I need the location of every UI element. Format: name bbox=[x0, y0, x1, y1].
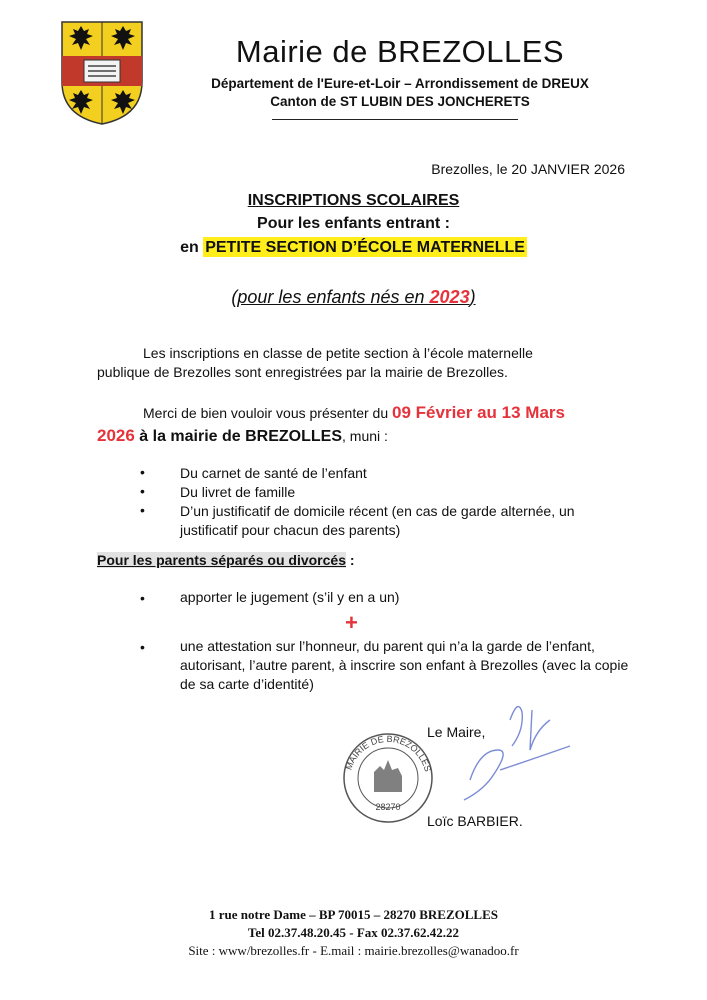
bullet-item: D’un justificatif de domicile récent (en cas de garde alternée, un justificatif pour chacun des parents) bbox=[180, 503, 575, 538]
mayor-name: Loïc BARBIER. bbox=[427, 813, 523, 829]
separated-item-attestation: une attestation sur l’honneur, du parent qui n’a la garde de l’enfant, autorisant, l’autre parent, à inscrire son enfant à Brezolles (avec la copie de sa carte d’identité) bbox=[180, 638, 629, 692]
footer-phone: Tel 02.37.48.20.45 - Fax 02.37.62.42.22 bbox=[247, 925, 460, 940]
stamp-code: 28270 bbox=[375, 802, 401, 812]
separated-item-judgement: apporter le jugement (s’il y en a un) bbox=[180, 589, 400, 605]
plus-sign: + bbox=[345, 610, 358, 635]
mayor-signature bbox=[440, 690, 590, 820]
dates-paragraph-line1 bbox=[143, 403, 565, 423]
bullet-dot: • bbox=[140, 639, 145, 655]
separated-heading-colon: : bbox=[346, 552, 355, 568]
stamp-text: MAIRIE DE BREZOLLES bbox=[343, 733, 433, 773]
dates-year: 2026 bbox=[97, 426, 135, 445]
bullet-dot: • bbox=[140, 590, 145, 606]
department-line: Département de l'Eure-et-Loir – Arrondissement de DREUX bbox=[211, 76, 589, 91]
separated-heading bbox=[97, 552, 355, 568]
footer-address: 1 rue notre Dame – BP 70015 – 28270 BREZOLLES bbox=[208, 907, 499, 922]
title-section bbox=[0, 239, 707, 257]
signature-role: Le Maire, bbox=[427, 724, 486, 740]
dates-place: à la mairie de BREZOLLES bbox=[134, 428, 342, 445]
title-section-prefix: en bbox=[180, 239, 204, 256]
title-children: Pour les enfants entrant : bbox=[257, 215, 450, 232]
dates-suffix: , muni : bbox=[342, 428, 388, 444]
born-suffix: ) bbox=[469, 287, 476, 307]
dates-range: 09 Février au 13 Mars bbox=[392, 403, 565, 422]
footer-web: Site : www/brezolles.fr - E.mail : mairie.brezolles@wanadoo.fr bbox=[188, 943, 519, 958]
town-hall-stamp bbox=[340, 730, 436, 826]
letter-date: Brezolles, le 20 JANVIER 2026 bbox=[431, 161, 625, 177]
born-note bbox=[0, 287, 707, 308]
bullet-item: Du livret de famille bbox=[180, 484, 296, 500]
born-year: 2023 bbox=[429, 287, 470, 307]
separated-heading-label: Pour les parents séparés ou divorcés bbox=[97, 552, 346, 568]
header-rule bbox=[272, 119, 518, 120]
mairie-title: Mairie de BREZOLLES bbox=[235, 34, 565, 69]
title-section-highlight: PETITE SECTION D’ÉCOLE MATERNELLE bbox=[205, 239, 525, 256]
intro-paragraph: Les inscriptions en classe de petite section à l’école maternelle publique de Brezolles sont enregistrées par la mairie de Brezolles. bbox=[97, 345, 533, 380]
dates-paragraph-line2 bbox=[97, 426, 388, 446]
bullet-dot: • bbox=[140, 502, 145, 518]
title-inscriptions: INSCRIPTIONS SCOLAIRES bbox=[247, 192, 460, 209]
bullet-dot: • bbox=[140, 483, 145, 499]
canton-line: Canton de ST LUBIN DES JONCHERETS bbox=[270, 94, 530, 109]
bullet-item: Du carnet de santé de l’enfant bbox=[180, 465, 367, 481]
dates-prefix: Merci de bien vouloir vous présenter du bbox=[143, 405, 393, 421]
coat-of-arms-logo bbox=[60, 20, 144, 126]
bullet-dot: • bbox=[140, 464, 145, 480]
born-prefix: (pour les enfants nés en bbox=[231, 287, 430, 307]
